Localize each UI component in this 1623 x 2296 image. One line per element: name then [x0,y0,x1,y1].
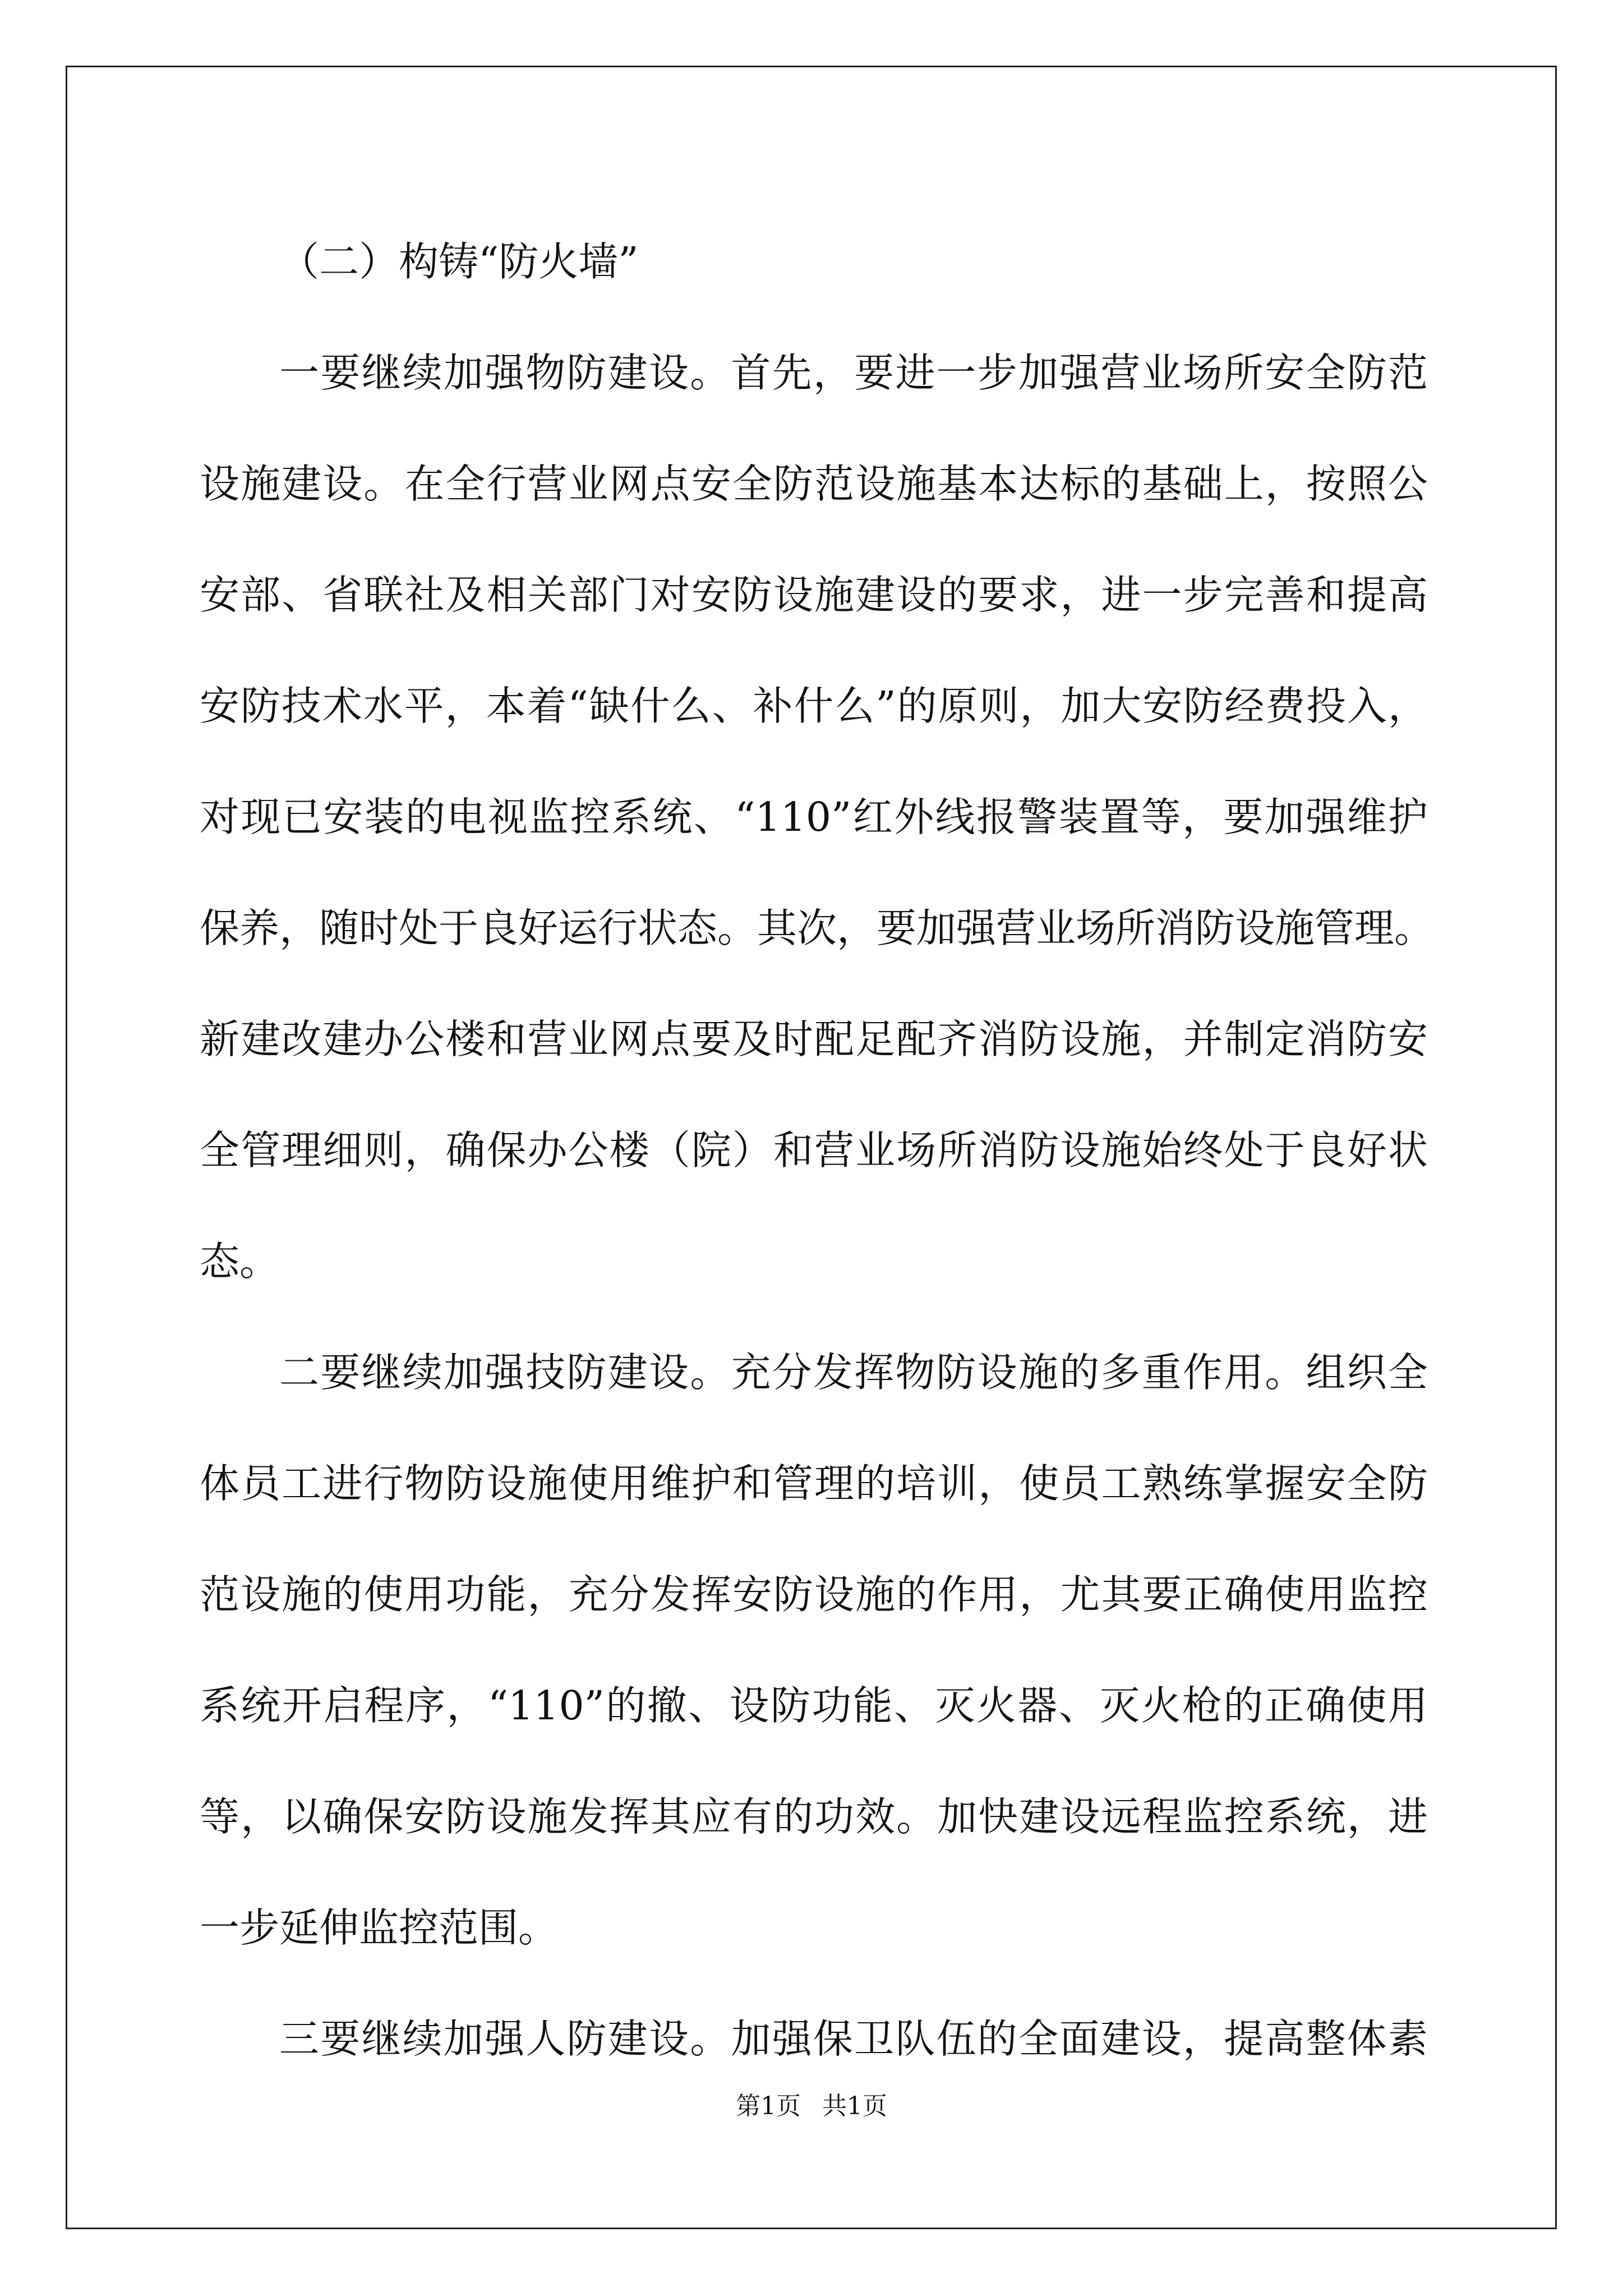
document-body [200,206,1435,2095]
paragraph-line: 保养，随时处于良好运行状态。其次，要加强营业场所消防设施管理。 [200,905,1435,951]
paragraph-line: 三要继续加强人防建设。加强保卫队伍的全面建设，提高整体素 [279,2016,1428,2062]
paragraph-line: 等，以确保安防设施发挥其应有的功效。加快建设远程监控系统，进 [200,1793,1428,1840]
page-number: 第1页 [736,2092,801,2120]
paragraph-line: 一步延伸监控范围。 [200,1904,559,1951]
section-heading: （二）构铸“防火墙” [279,238,639,285]
paragraph-line: 范设施的使用功能，充分发挥安防设施的作用，尤其要正确使用监控 [200,1571,1428,1618]
paragraph-line: 安部、省联社及相关部门对安防设施建设的要求，进一步完善和提高 [200,572,1428,618]
paragraph-line: 设施建设。在全行营业网点安全防范设施基本达标的基础上，按照公 [200,461,1428,507]
paragraph-line: 对现已安装的电视监控系统、“110”红外线报警装置等，要加强维护 [200,794,1428,840]
page-footer [0,2086,1623,2122]
paragraph-line: 态。 [200,1238,280,1285]
paragraph-line: 系统开启程序，“110”的撤、设防功能、灭火器、灭火枪的正确使用 [200,1682,1428,1729]
paragraph-line: 全管理细则，确保办公楼（院）和营业场所消防设施始终处于良好状 [200,1127,1428,1174]
paragraph-line: 体员工进行物防设施使用维护和管理的培训，使员工熟练掌握安全防 [200,1460,1428,1507]
paragraph-line: 二要继续加强技防建设。充分发挥物防设施的多重作用。组织全 [279,1349,1428,1396]
paragraph-line: 一要继续加强物防建设。首先，要进一步加强营业场所安全防范 [279,349,1428,396]
paragraph-line: 安防技术水平，本着“缺什么、补什么”的原则，加大安防经费投入， [200,683,1428,729]
total-pages: 共1页 [822,2092,887,2120]
paragraph-line: 新建改建办公楼和营业网点要及时配足配齐消防设施，并制定消防安 [200,1016,1428,1062]
